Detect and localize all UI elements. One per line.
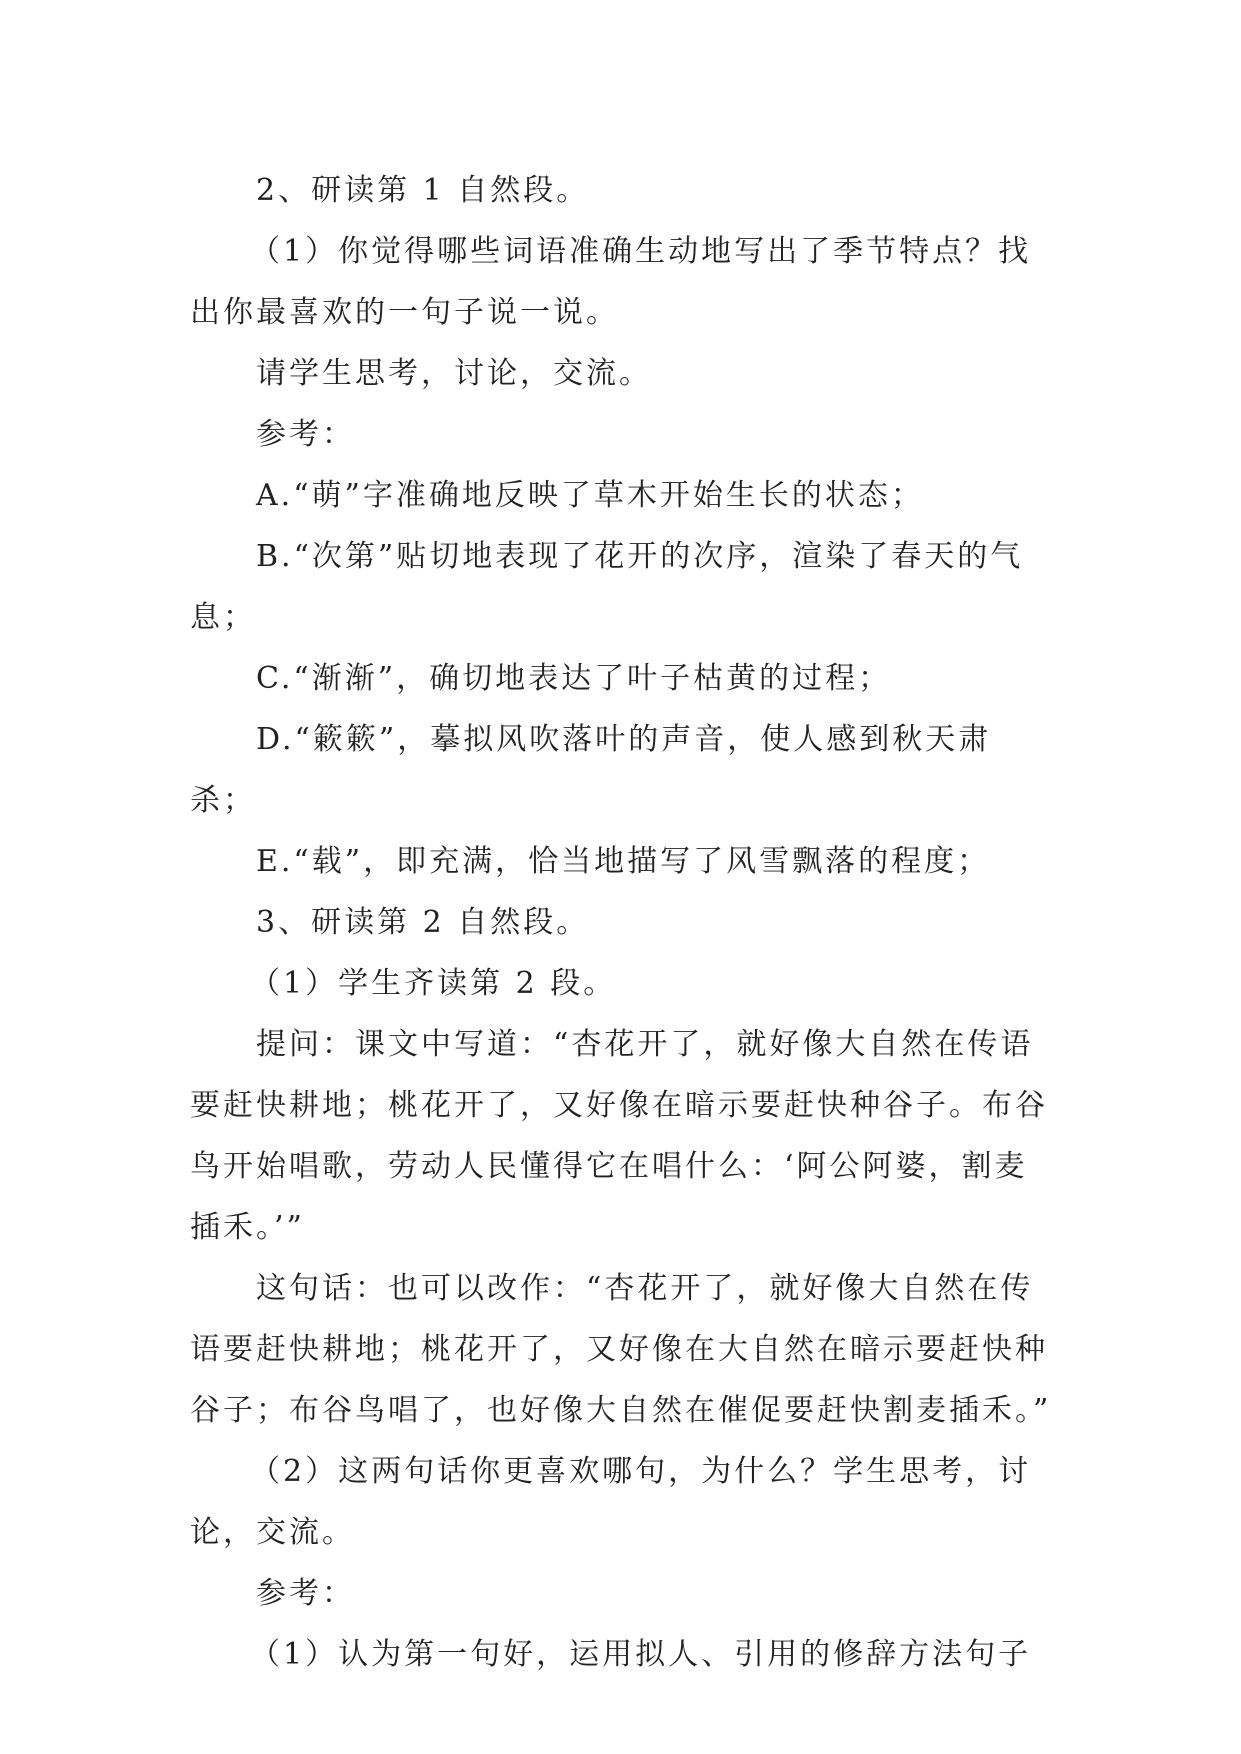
answer-e: E.“载”，即充满，恰当地描写了风雪飘落的程度；: [256, 844, 991, 879]
instruction: 请学生思考，讨论，交流。: [256, 356, 652, 391]
section-heading-2: 2、研读第 1 自然段。: [256, 173, 590, 208]
rewrite-quote: 这句话：也可以改作：“杏花开了，就好像大自然在传语要赶快耕地；桃花开了，又好像在大自然在暗示要赶快种谷子；布谷鸟唱了，也好像大自然在催促要赶快割麦插禾。”: [190, 1271, 1052, 1428]
question-1: （1）你觉得哪些词语准确生动地写出了季节特点？找出你最喜欢的一句子说一说。: [190, 234, 1032, 330]
section-heading-3: 3、研读第 2 自然段。: [256, 905, 590, 940]
answer-b: B.“次第”贴切地表现了花开的次序，渲染了春天的气息；: [190, 539, 1024, 635]
answer-1: （1）认为第一句好，运用拟人、引用的修辞方法句子: [250, 1637, 1032, 1672]
body-text: [190, 160, 1052, 1685]
answer-d: D.“簌簌”，摹拟风吹落叶的声音，使人感到秋天肃杀；: [190, 722, 992, 818]
question-quote: 提问：课文中写道：“杏花开了，就好像大自然在传语要赶快耕地；桃花开了，又好像在暗示要赶快种谷子。布谷鸟开始唱歌，劳动人民懂得它在唱什么：‘阿公阿婆，割麦插禾。’”: [190, 1027, 1048, 1245]
read-aloud: （1）学生齐读第 2 段。: [250, 966, 617, 1001]
answer-c: C.“渐渐”，确切地表达了叶子枯黄的过程；: [256, 661, 892, 696]
answer-a: A.“萌”字准确地反映了草木开始生长的状态；: [256, 478, 924, 513]
question-2: （2）这两句话你更喜欢哪句，为什么？学生思考，讨论，交流。: [190, 1454, 1032, 1550]
reference-label-2: 参考：: [256, 1576, 355, 1611]
reference-label: 参考：: [256, 417, 355, 452]
